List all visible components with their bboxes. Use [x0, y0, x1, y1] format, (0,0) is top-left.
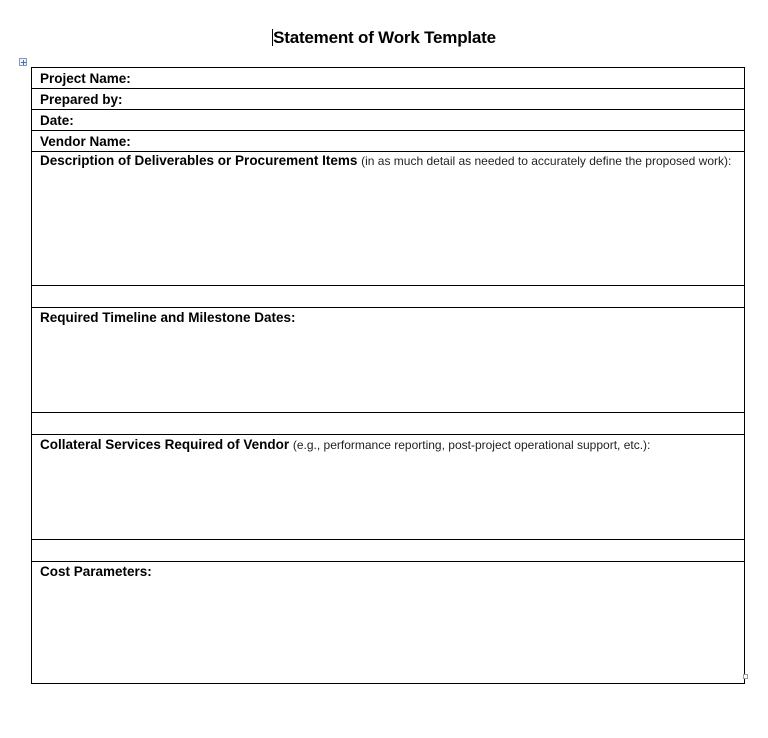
prepared-by-cell[interactable] — [32, 89, 745, 110]
timeline-cell[interactable] — [32, 308, 745, 413]
deliverables-row — [32, 152, 745, 286]
spacer-row — [32, 413, 745, 435]
deliverables-note: (in as much detail as needed to accurately define the proposed work): — [361, 154, 732, 168]
collateral-row — [32, 435, 745, 540]
spacer-cell[interactable] — [32, 540, 745, 562]
collateral-label: Collateral Services Required of Vendor — [40, 437, 290, 452]
spacer-cell[interactable] — [32, 286, 745, 308]
timeline-row — [32, 308, 745, 413]
spacer-row — [32, 540, 745, 562]
project-name-cell[interactable] — [32, 68, 745, 89]
collateral-cell[interactable] — [32, 435, 745, 540]
prepared-by-row — [32, 89, 745, 110]
date-label: Date: — [40, 113, 74, 128]
statement-of-work-table — [31, 67, 745, 684]
cost-cell[interactable] — [32, 562, 745, 684]
project-name-label: Project Name: — [40, 71, 131, 86]
spacer-cell[interactable] — [32, 413, 745, 435]
spacer-row — [32, 286, 745, 308]
project-name-row — [32, 68, 745, 89]
date-row — [32, 110, 745, 131]
vendor-name-label: Vendor Name: — [40, 134, 131, 149]
deliverables-label: Description of Deliverables or Procurement Items — [40, 153, 358, 168]
cost-label: Cost Parameters: — [40, 564, 152, 579]
table-resize-handle-icon[interactable] — [743, 674, 748, 679]
collateral-note: (e.g., performance reporting, post-project operational support, etc.): — [292, 438, 651, 452]
prepared-by-label: Prepared by: — [40, 92, 123, 107]
date-cell[interactable] — [32, 110, 745, 131]
deliverables-cell[interactable] — [32, 152, 745, 286]
document-title — [0, 28, 768, 48]
document-title-text: Statement of Work Template — [273, 28, 496, 47]
cost-row — [32, 562, 745, 684]
vendor-name-cell[interactable] — [32, 131, 745, 152]
table-move-handle-icon[interactable] — [19, 58, 27, 66]
vendor-name-row — [32, 131, 745, 152]
timeline-label: Required Timeline and Milestone Dates: — [40, 310, 296, 325]
